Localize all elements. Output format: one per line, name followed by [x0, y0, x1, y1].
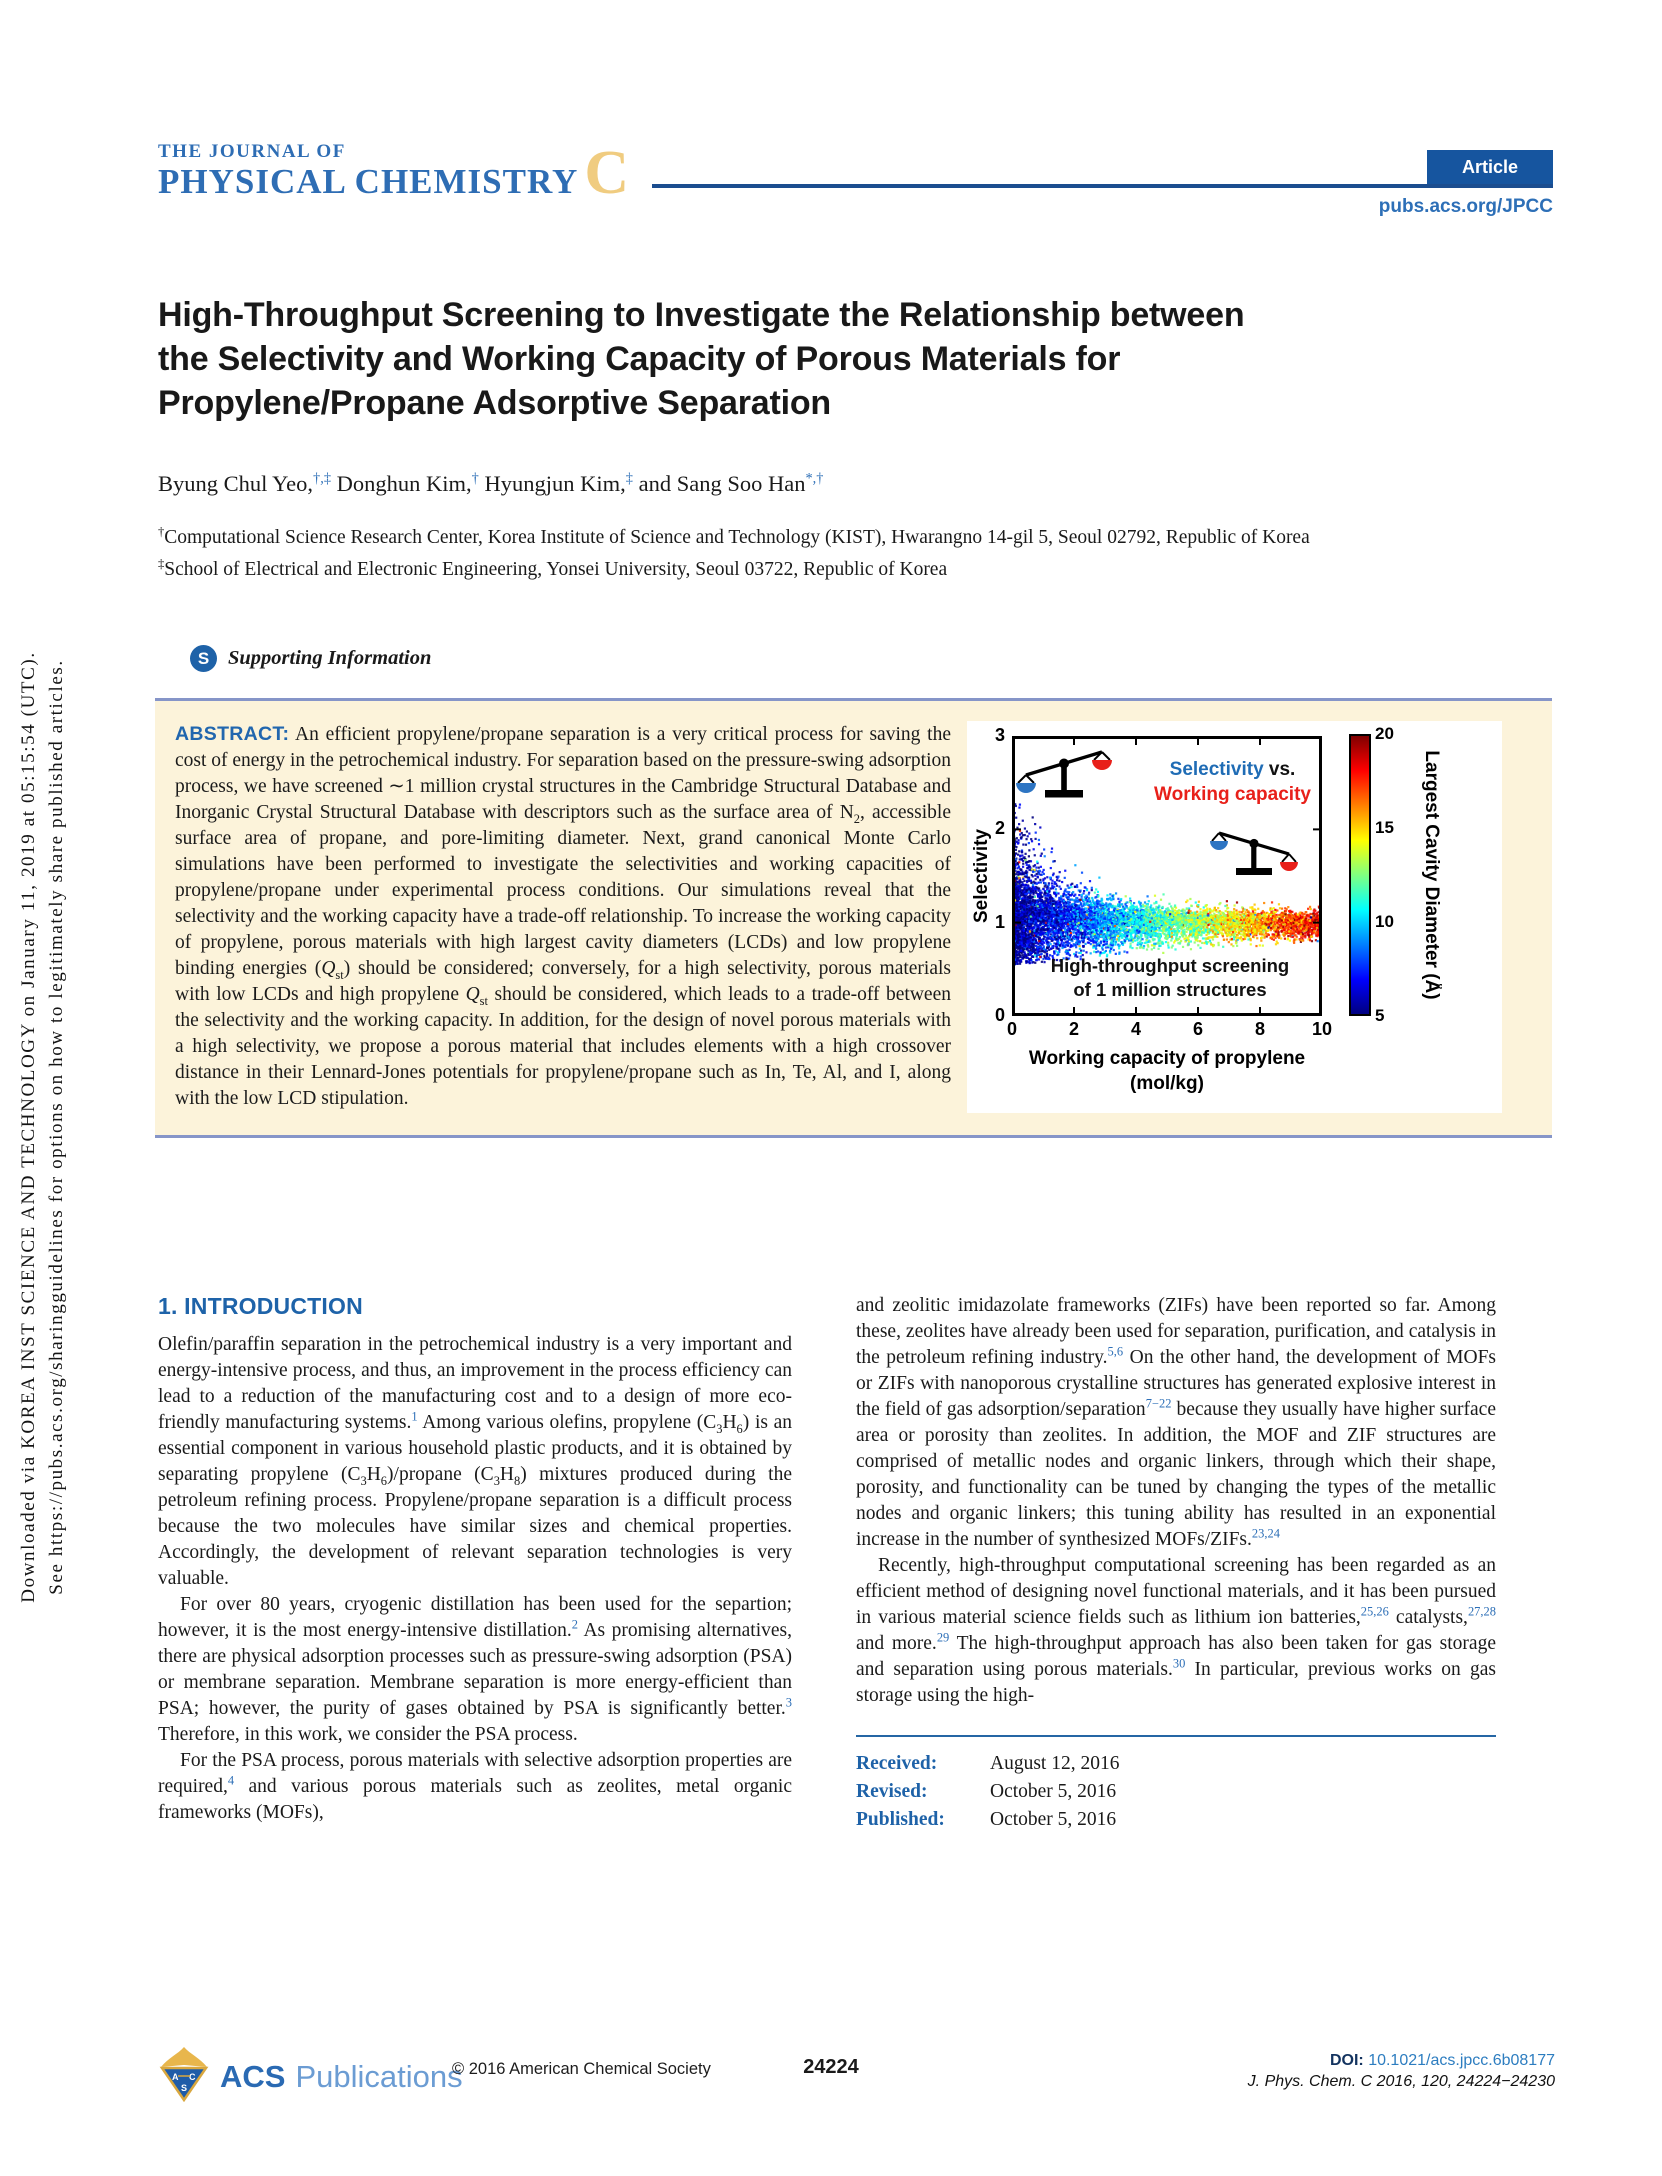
- footer-logo-publications[interactable]: Publications: [295, 2058, 463, 2094]
- affiliations: [158, 524, 1318, 588]
- abstract-box: [155, 698, 1552, 1138]
- revised-row: [856, 1778, 1496, 1806]
- section-heading-introduction: 1. INTRODUCTION: [158, 1293, 363, 1319]
- y-tick-label: 2: [994, 818, 1005, 839]
- x-tick-label: 10: [1311, 1019, 1333, 1039]
- received-row: [856, 1750, 1496, 1778]
- title-line-3: Propylene/Propane Adsorptive Separation: [158, 384, 831, 422]
- supporting-info-icon: S: [190, 645, 217, 672]
- y-tick-label: 0: [994, 1005, 1005, 1025]
- journal-name-top: THE JOURNAL OF: [158, 141, 346, 162]
- article-body: [158, 1293, 1558, 1834]
- journal-masthead: [158, 139, 630, 208]
- journal-site-link[interactable]: pubs.acs.org/JPCC: [1378, 196, 1553, 217]
- x-tick-label: 8: [1254, 1019, 1266, 1039]
- left-column: [158, 1293, 792, 1834]
- y-tick-label: 3: [994, 725, 1005, 745]
- x-tick-label: 2: [1068, 1019, 1080, 1039]
- published-label: Published:: [856, 1809, 945, 1830]
- y-axis-label: Selectivity: [971, 829, 992, 923]
- legend-vs: vs.: [1263, 759, 1296, 780]
- right-column: [856, 1293, 1496, 1834]
- sidebar-download-note: [15, 427, 73, 1827]
- received-label: Received:: [856, 1753, 938, 1774]
- journal-citation: J. Phys. Chem. C 2016, 120, 24224−24230: [1247, 2073, 1555, 2090]
- intro-paragraph-3: For the PSA process, porous materials with selective adsorption properties are required,$^4$ and various porous materials such as zeolites, metal organic frameworks (MOFs),: [158, 1750, 792, 1823]
- received-date: August 12, 2016: [990, 1753, 1120, 1774]
- title-line-2: the Selectivity and Working Capacity of Porous Materials for: [158, 340, 1121, 378]
- legend-working-capacity: Working capacity: [1154, 784, 1311, 805]
- plot-legend-annotation: [1150, 757, 1315, 807]
- author-list: Byung Chul Yeo,†,‡ Donghun Kim,† Hyungjun Kim,‡ and Sang Soo Han*,†: [158, 470, 824, 496]
- supporting-information[interactable]: [190, 645, 431, 672]
- abstract-label: ABSTRACT:: [175, 723, 290, 745]
- sidebar-line1: Downloaded via KOREA INST SCIENCE AND TECHNOLOGY on January 11, 2019 at 05:15:54 (UTC).: [18, 651, 39, 1603]
- doi-label: DOI:: [1329, 2052, 1364, 2069]
- colorbar-tick-label: 10: [1375, 912, 1394, 931]
- colorbar-label: Largest Cavity Diameter (Å): [1421, 750, 1442, 1000]
- copyright-notice: © 2016 American Chemical Society: [452, 2060, 711, 2078]
- abstract-body: An efficient propylene/propane separation is a very critical process for saving the cost of energy in the petrochemical industry. For separation based on the pressure-swing adsorption process, we have screened ∼1 million crystal structures in the Cambridge Structural Database and Inorganic Crystal Structural Database with descriptors such as the surface area of $N_2$, accessible surface area of propane, and pore-limiting diameter. Next, grand canonical Monte Carlo simulations have been performed to investigate the selectivities and working capacities of propylene/propane under experimental process conditions. Our simulations reveal that the selectivity and the working capacity have a trade-off relationship. To increase the working capacity of propylene, porous materials with high largest cavity diameters (LCDs) and low propylene binding energies $(Q_{st})$ should be considered; conversely, for a high selectivity, porous materials with low LCDs and high propylene $Q_{st}$ should be considered, which leads to a trade-off between the selectivity and the working capacity. In addition, for the design of novel porous materials with a high selectivity, we propose a porous material that includes elements with a high crossover distance in their Lennard-Jones potentials for propylene/propane such as In, Te, Al, and I, along with the low LCD stipulation.: [175, 724, 952, 1109]
- masthead-rule: [652, 184, 1553, 188]
- journal-name-main: PHYSICAL CHEMISTRY: [158, 162, 579, 201]
- article-dates-block: [856, 1735, 1496, 1834]
- supporting-info-label: Supporting Information: [228, 647, 432, 669]
- balance-scale-left-icon: [1016, 740, 1112, 807]
- revised-date: October 5, 2016: [990, 1781, 1117, 1802]
- article-title: [158, 293, 1558, 425]
- plot-caption-annotation: High-throughput screening of 1 million structures: [1050, 955, 1290, 1000]
- svg-text:C: C: [189, 2072, 196, 2082]
- x-tick-label: 4: [1130, 1019, 1142, 1039]
- x-axis-label: Working capacity of propylene (mol/kg): [1028, 1048, 1306, 1094]
- svg-text:A: A: [172, 2072, 179, 2082]
- journal-letter-c: C: [584, 139, 630, 208]
- y-tick-label: 1: [994, 911, 1005, 932]
- colorbar-tick-label: 5: [1375, 1006, 1385, 1025]
- article-type-badge: Article: [1427, 150, 1553, 184]
- intro-paragraph-1: Olefin/paraffin separation in the petrochemical industry is a very important and energy-intensive process, and thus, an improvement in the process efficiency can lead to a reduction of the manufacturing cost and to a design of more eco-friendly manufacturing systems.$^1$ Among various olefins, propylene $(C_3H_6)$ is an essential component in various household plastic products, and it is obtained by separating propylene $(C_3H_6)$/propane $(C_3H_8)$ mixtures produced during the petroleum refining process. Propylene/propane separation is a difficult process because the two molecules have similar sizes and chemical properties. Accordingly, the development of relevant separation technologies is very valuable.: [158, 1334, 793, 1589]
- doi-block: [1248, 2050, 1555, 2092]
- intro-paragraph-4: and zeolitic imidazolate frameworks (ZIFs) have been reported so far. Among these, zeolites have already been used for separation, purification, and catalysis in the petroleum refining industry.$^{5,6}$ On the other hand, the development of MOFs or ZIFs with nanoporous crystalline structures has generated explosive interest in the field of gas adsorption/separation$^{7-22}$ because they usually have higher surface area or porosity than zeolites. In addition, the MOF and ZIF structures are comprised of metallic nodes and organic linkers, through which their shape, porosity, and functionality can be tuned by changing the types of the metallic nodes and organic linkers; this tuning ability has resulted in an exponential increase in the number of synthesized MOFs/ZIFs.$^{23,24}$: [856, 1295, 1497, 1550]
- x-tick-label: 0: [1006, 1019, 1018, 1039]
- revised-label: Revised:: [856, 1781, 928, 1802]
- intro-paragraph-5: Recently, high-throughput computational screening has been regarded as an efficient method of designing novel functional materials, and it has been pursued in various material science fields such as lithium ion batteries,$^{25,26}$ catalysts,$^{27,28}$ and more.$^{29}$ The high-throughput approach has also been taken for gas storage and separation using porous materials.$^{30}$ In particular, previous works on gas storage using the high-: [856, 1555, 1496, 1706]
- colorbar-tick-label: 20: [1375, 724, 1394, 743]
- published-date: October 5, 2016: [990, 1809, 1117, 1830]
- affiliation-2: ‡School of Electrical and Electronic Engineering, Yonsei University, Seoul 03722, Republic of Korea: [158, 556, 948, 580]
- svg-text:S: S: [181, 2083, 188, 2093]
- colorbar: [1349, 734, 1371, 1016]
- published-row: [856, 1806, 1496, 1834]
- legend-selectivity: Selectivity: [1169, 759, 1264, 780]
- page-number: 24224: [803, 2056, 859, 2078]
- colorbar-tick-label: 15: [1375, 818, 1394, 837]
- footer-logo-acs[interactable]: ACS: [220, 2058, 286, 2094]
- x-tick-label: 6: [1192, 1019, 1204, 1039]
- doi-link[interactable]: 10.1021/acs.jpcc.6b08177: [1368, 2052, 1555, 2069]
- sidebar-line2: See https://pubs.acs.org/sharingguidelines for options on how to legitimately share published articles.: [46, 659, 67, 1595]
- title-line-1: High-Throughput Screening to Investigate the Relationship between: [158, 296, 1245, 334]
- abstract-figure: [967, 721, 1502, 1113]
- affiliation-1: †Computational Science Research Center, Korea Institute of Science and Technology (KIST), Hwarangno 14-gil 5, Seoul 02792, Republic of Korea: [158, 524, 1310, 548]
- balance-scale-right-icon: [1210, 822, 1298, 885]
- intro-paragraph-2: For over 80 years, cryogenic distillation has been used for the separtion; however, it is the most energy-intensive distillation.$^2$ As promising alternatives, there are physical adsorption processes such as pressure-swing adsorption (PSA) or membrane separation. Membrane separation is more energy-efficient than PSA; however, the purity of gases obtained by PSA is significantly better.$^3$ Therefore, in this work, we consider the PSA process.: [158, 1594, 792, 1745]
